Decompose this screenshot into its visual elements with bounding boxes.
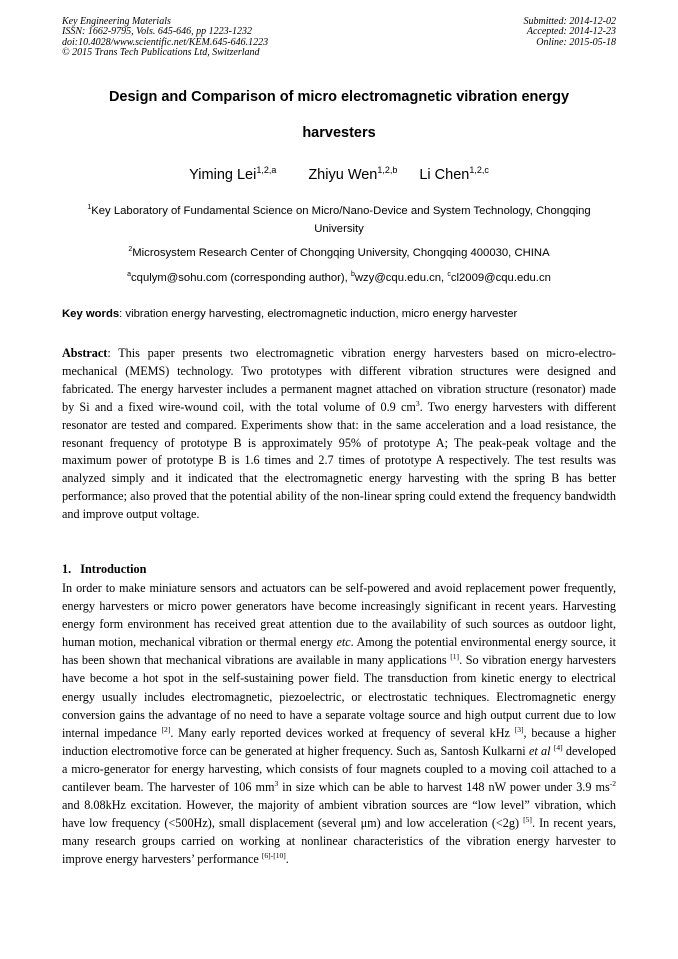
journal-name: Key Engineering Materials: [62, 16, 171, 27]
section-heading-introduction: [62, 562, 146, 577]
online-date: Online: 2015-05-18: [536, 36, 616, 48]
email-c-mark: c: [447, 271, 451, 279]
citation-3: [3]: [514, 724, 524, 734]
affiliation-1-mark: 1: [87, 204, 92, 212]
author-1-name: Yiming Lei: [189, 167, 257, 183]
citation-1: [1]: [450, 652, 460, 662]
journal-issn: ISSN: 1662-9795, Vols. 645-646, pp 1223-1232: [62, 26, 252, 38]
abstract: [62, 345, 616, 524]
accepted-date: Accepted: 2014-12-23: [526, 26, 616, 38]
affiliation-1-text: Key Laboratory of Fundamental Science on Micro/Nano-Device and System Technology, Chongqing University: [91, 205, 591, 235]
introduction-paragraph: [62, 579, 616, 869]
intro-et-al: et al: [528, 743, 551, 758]
abstract-text-1: : This paper presents two electromagnetic vibration energy harvesters based on micro-electro-mechanical (MEMS) technology. Two prototypes with different vibration structures were designed and fabricated. The energy harvester includes a permanent magnet attached on vibration structure (resonator) made by Si and a fixed wire-wound coil, with the total volume of 0.9 cm: [62, 346, 616, 414]
email-b: wzy@cqu.edu.cn,: [354, 272, 448, 284]
author-2-affiliation-mark: 1,2,b: [377, 165, 398, 176]
section-title: Introduction: [80, 562, 147, 576]
section-number: 1.: [62, 562, 72, 576]
unit-superscript: 3: [274, 778, 279, 788]
intro-etc: etc: [336, 635, 351, 650]
email-c: cl2009@cqu.edu.cn: [450, 272, 551, 284]
intro-text: in size which can be able to harvest 148 nW power under 3.9 ms: [278, 780, 610, 795]
copyright-notice: © 2015 Trans Tech Publications Ltd, Switzerland: [62, 47, 260, 59]
abstract-superscript: 3: [415, 398, 420, 408]
abstract-text-2: . Two energy harvesters with different resonator are tested and compared. Experiments show that: in the same acceleration and a load resistance, the resonant frequency of prototype B is approximately 95% of prototype A; The peak-peak voltage and the maximum power of prototype B is 1.6 times and 2.7 times of prototype A respectively. The test results was analyzed simply and it indicated that the electromagnetic energy harvesting with the spring B has better performance; also proved that the potential ability of the non-linear spring could extend the frequency bandwidth and improve output voltage.: [62, 399, 616, 522]
keywords-label: Key words: [62, 308, 120, 320]
citation-2: [2]: [161, 724, 171, 734]
submitted-date: Submitted: 2014-12-02: [523, 16, 616, 27]
abstract-label: Abstract: [62, 346, 108, 360]
author-1-affiliation-mark: 1,2,a: [256, 165, 277, 176]
email-b-mark: b: [350, 271, 355, 279]
unit-superscript: -2: [609, 778, 616, 788]
author-list: [62, 167, 616, 183]
intro-text: developed a micro-generator for energy harvesting, which consists of four magnets coupled to a moving coil attached to a cantilever beam. The harvester of 106 mm: [62, 743, 617, 795]
intro-text: . In recent years, many research groups carried on working at nonlinear characteristics of the vibration energy harvester to improve energy harvesters’ performance: [62, 816, 616, 867]
author-1: [189, 167, 276, 183]
citation-4: [4]: [553, 742, 563, 752]
dates-header: [524, 17, 617, 48]
email-a: cqulym@sohu.com (corresponding author),: [131, 272, 351, 284]
citation-5: [5]: [523, 815, 532, 825]
author-3-name: Li Chen: [419, 167, 470, 183]
intro-text: and 8.08kHz excitation. However, the majority of ambient vibration sources are “low level” vibration, which have low frequency (<500Hz), small displacement (several μm) and low acceleration (<2g): [62, 798, 616, 831]
journal-doi: doi:10.4028/www.scientific.net/KEM.645-646.1223: [62, 36, 269, 48]
intro-text: . Among the potential environmental energy source, it has been shown that mechanical vibrations are available in many applications: [62, 635, 616, 668]
affiliation-2: [62, 244, 616, 262]
intro-text: . Many early reported devices worked at frequency of several kHz: [170, 725, 515, 740]
affiliation-2-text: Microsystem Research Center of Chongqing University, Chongqing 400030, CHINA: [132, 247, 550, 259]
citation-6-10: [6]-[10]: [261, 851, 286, 861]
journal-header: [62, 17, 268, 59]
intro-text: In order to make miniature sensors and actuators can be self-powered and avoid replacement power frequently, energy harvesters or micro power generators have become increasingly significant in recent years. Harvesting energy form environment has received great attention due to the availability of such sources as outdoor light, human motion, mechanical vibration or thermal energy: [62, 581, 616, 650]
author-2: [308, 167, 397, 183]
email-a-mark: a: [127, 271, 132, 279]
keywords-text: : vibration energy harvesting, electromagnetic induction, micro energy harvester: [119, 308, 518, 320]
paper-title-line-2: harvesters: [302, 125, 376, 141]
author-2-name: Zhiyu Wen: [308, 167, 378, 183]
author-3-affiliation-mark: 1,2,c: [469, 165, 489, 176]
intro-text: .: [285, 852, 289, 867]
author-3: [419, 167, 488, 183]
intro-text: . So vibration energy harvesters have become a hot spot in the self-sustaining power field. The transduction from kinetic energy to electrical energy usually includes electromagnetic, piezoelectric, or electrostatic techniques. Electromagnetic energy conversion gains the advantage of no need to have a separate voltage source and high output current due to low internal impedance: [62, 653, 616, 740]
keywords: [62, 308, 616, 320]
intro-text: , because a higher induction electromotive force can be generated at higher frequency. Such as, Santosh Kulkarni: [62, 725, 616, 758]
author-emails: [62, 269, 616, 287]
paper-title-line-1: Design and Comparison of micro electromagnetic vibration energy: [108, 89, 570, 105]
affiliation-2-mark: 2: [128, 246, 133, 254]
affiliation-1: [62, 202, 616, 238]
